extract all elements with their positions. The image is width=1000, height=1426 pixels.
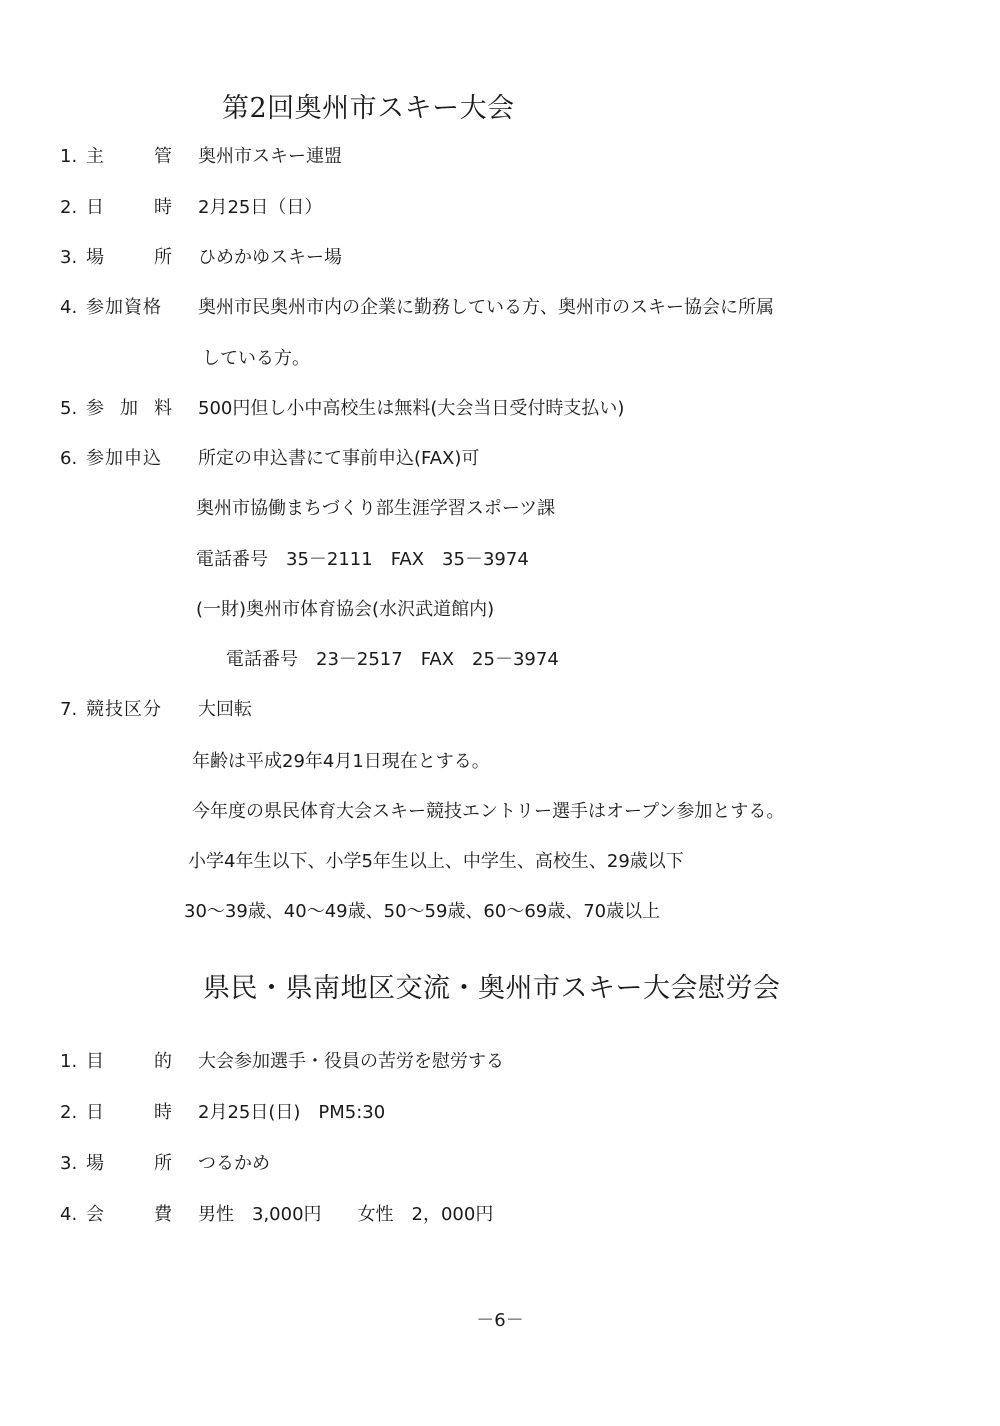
- item-detail-line: 30～39歳、40～49歳、50～59歳、60～69歳、70歳以上: [184, 901, 661, 922]
- item-label: 場 所: [86, 1153, 172, 1174]
- page-number: －6－: [476, 1310, 524, 1331]
- item-value: 大会参加選手・役員の苦労を慰労する: [198, 1051, 504, 1072]
- item-label: 会 費: [86, 1204, 172, 1225]
- item-number: 1.: [60, 1051, 78, 1072]
- item-value: 2月25日（日）: [198, 197, 323, 218]
- item-detail-line: 今年度の県民体育大会スキー競技エントリー選手はオープン参加とする。: [192, 801, 785, 822]
- item-number: 4.: [60, 297, 78, 318]
- item-value: 大回転: [198, 699, 252, 720]
- item-detail-line: 電話番号 35－2111 FAX 35－3974: [196, 549, 529, 570]
- item-detail-line: (一財)奥州市体育協会(水沢武道館内): [196, 599, 495, 620]
- item-number: 3.: [60, 247, 78, 268]
- item-label: 主 管: [86, 146, 172, 167]
- item-label: 競技区分: [86, 699, 162, 720]
- section2-title: 県民・県南地区交流・奥州市スキー大会慰労会: [203, 973, 781, 1004]
- item-value: 奥州市スキー連盟: [198, 146, 342, 167]
- item-number: 2.: [60, 197, 78, 218]
- item-value: ひめかゆスキー場: [198, 247, 342, 268]
- item-value: 男性 3,000円 女性 2，000円: [198, 1204, 494, 1225]
- item-number: 3.: [60, 1153, 78, 1174]
- item-number: 6.: [60, 448, 78, 469]
- item-number: 4.: [60, 1204, 78, 1225]
- item-value: つるかめ: [198, 1153, 270, 1174]
- item-label: 参加申込: [86, 448, 162, 469]
- item-value: 所定の申込書にて事前申込(FAX)可: [198, 448, 480, 469]
- item-number: 1.: [60, 146, 78, 167]
- item-detail-line: 奥州市協働まちづくり部生涯学習スポーツ課: [196, 498, 556, 519]
- item-continuation: している方。: [202, 348, 310, 369]
- item-number: 7.: [60, 699, 78, 720]
- section1-title: 第2回奥州市スキー大会: [222, 93, 515, 124]
- item-value: 500円但し小中高校生は無料(大会当日受付時支払い): [198, 398, 625, 419]
- item-label: 参加資格: [86, 297, 162, 318]
- item-label: 場 所: [86, 247, 172, 268]
- item-detail-line: 年齢は平成29年4月1日現在とする。: [192, 751, 490, 772]
- item-label: 日 時: [86, 197, 172, 218]
- item-value: 奥州市民奥州市内の企業に勤務している方、奥州市のスキー協会に所属: [198, 297, 774, 318]
- item-label: 日 時: [86, 1102, 172, 1123]
- item-number: 2.: [60, 1102, 78, 1123]
- item-number: 5.: [60, 398, 78, 419]
- item-label: 参 加 料: [86, 398, 172, 419]
- item-detail-line: 電話番号 23－2517 FAX 25－3974: [226, 649, 559, 670]
- item-detail-line: 小学4年生以下、小学5年生以上、中学生、高校生、29歳以下: [188, 851, 684, 872]
- item-value: 2月25日(日) PM5:30: [198, 1102, 386, 1123]
- item-label: 目 的: [86, 1051, 172, 1072]
